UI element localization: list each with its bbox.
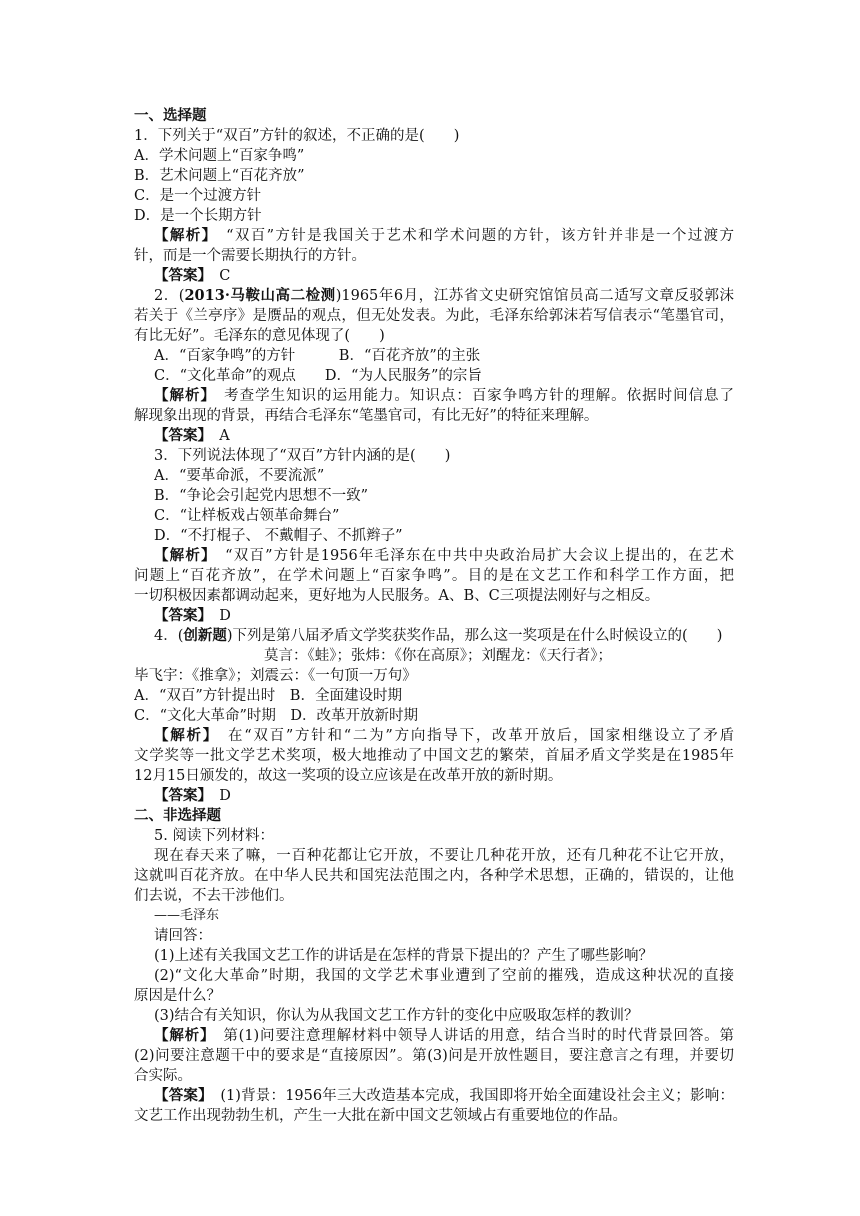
q1-answer: [154, 266, 754, 286]
q3-analysis-line2: 问题上“百花齐放”，在学术问题上“百家争鸣”。目的是在文艺工作和科学工作方面，把: [134, 568, 734, 584]
q4-source: 创新题: [183, 627, 227, 644]
q5-material-source: ——毛泽东: [154, 908, 220, 923]
q1-stem: 1．下列关于“双百”方针的叙述，不正确的是( ): [134, 128, 460, 144]
q1-analysis-line1: [154, 226, 734, 246]
q5-question-1: (1)上述有关我国文艺工作的讲话是在怎样的背景下提出的？产生了哪些影响？: [154, 948, 654, 964]
q5-question-2a: (2)“文化大革命”时期，我国的文学艺术事业遭到了空前的摧残，造成这种状况的直接: [154, 968, 734, 984]
q4-options-ab: A．“双百”方针提出时 B．全面建设时期: [134, 688, 402, 704]
q4-options-cd: C．“文化大革命”时期 D．改革开放新时期: [134, 708, 419, 724]
answer-value: D: [219, 608, 231, 624]
q4-answer: [154, 786, 754, 806]
q5-material-line1: 现在春天来了嘛，一百种花都让它开放，不要让几种花开放，还有几种花不让它开放，: [154, 848, 734, 864]
analysis-text: 第(1)问要注意理解材料中领导人讲话的用意，结合当时的时代背景回答。第: [223, 1028, 734, 1044]
answer-value: D: [219, 788, 231, 804]
q5-please-answer: 请回答：: [154, 928, 212, 944]
answer-label: 【答案】: [154, 267, 205, 284]
q5-answer-line2: 文艺工作出现勃勃生机，产生一大批在新中国文艺领域占有重要地位的作品。: [134, 1108, 627, 1124]
q2-options-ab: A．“百家争鸣”的方针 B．“百花齐放”的主张: [154, 348, 481, 364]
q4-analysis-line2: 文学奖等一批文学艺术奖项，极大地推动了中国文艺的繁荣，首届矛盾文学奖是在1985年: [134, 748, 734, 764]
q3-stem: 3．下列说法体现了“双百”方针内涵的是( ): [154, 448, 451, 464]
answer-label: 【答案】: [154, 427, 205, 444]
answer-label: 【答案】: [154, 1087, 206, 1104]
q3-option-b: B．“争论会引起党内思想不一致”: [154, 488, 368, 504]
section-title-choice: 一、选择题: [134, 107, 207, 124]
q4-works-line2: 毕飞宇：《推拿》；刘震云：《一句顶一万句》: [134, 668, 417, 684]
q1-option-d: D．是一个长期方针: [134, 208, 262, 224]
analysis-label: 【解析】: [154, 227, 211, 244]
analysis-label: 【解析】: [154, 547, 210, 564]
q3-option-c: C．“让样板戏占领革命舞台”: [154, 508, 340, 524]
q2-prefix: 2．(: [154, 288, 185, 304]
q5-analysis-line3: 合实际。: [134, 1068, 192, 1084]
q5-analysis-line1: [154, 1026, 734, 1046]
q3-analysis-line3: 一切积极因素都调动起来，更好地为人民服务。A、B、C三项提法刚好与之相反。: [134, 588, 660, 604]
q2-analysis-line1: [154, 386, 734, 406]
q2-analysis-line2: 解现象出现的背景，再结合毛泽东“笔墨官司，有比无好”的特征来理解。: [134, 408, 599, 424]
q5-analysis-line2: (2)问要注意题干中的要求是“直接原因”。第(3)问是开放性题目，要注意言之有理，并要切: [134, 1048, 734, 1064]
q3-option-a: A．“要革命派，不要流派”: [154, 468, 325, 484]
q2-stem-line1: [154, 286, 734, 306]
analysis-text: 在“双百”方针和“二为”方向指导下，改革开放后，国家相继设立了矛盾: [227, 728, 734, 744]
q5-answer-line1: [154, 1086, 734, 1106]
analysis-label: 【解析】: [154, 387, 209, 404]
analysis-text: “双百”方针是1956年毛泽东在中共中央政治局扩大会议上提出的，在艺术: [225, 548, 734, 564]
q4-stem: [154, 626, 754, 646]
q5-stem: 5. 阅读下列材料：: [154, 828, 274, 844]
q4-analysis-line1: [154, 726, 734, 746]
q1-analysis-line2: 针，而是一个需要长期执行的方针。: [134, 248, 366, 264]
q4-works-line1: 莫言：《蛙》；张炜：《你在高原》；刘醒龙：《天行者》；: [264, 648, 612, 664]
q5-question-3: (3)结合有关知识，你认为从我国文艺工作方针的变化中应吸取怎样的教训？: [154, 1008, 639, 1024]
answer-value: A: [219, 428, 230, 444]
q3-answer: [154, 606, 754, 626]
q5-question-2b: 原因是什么？: [134, 988, 221, 1004]
q4-stem-text: )下列是第八届矛盾文学奖获奖作品，那么这一奖项是在什么时候设立的( ): [226, 628, 723, 644]
analysis-label: 【解析】: [154, 1027, 209, 1044]
q1-option-b: B．艺术问题上“百花齐放”: [134, 168, 305, 184]
answer-label: 【答案】: [154, 607, 205, 624]
q5-material-line2: 这就叫百花齐放。在中华人民共和国宪法范围之内，各种学术思想，正确的，错误的，让他: [134, 868, 734, 884]
q2-options-cd: C．“文化革命”的观点 D．“为人民服务”的宗旨: [154, 368, 482, 384]
q3-analysis-line1: [154, 546, 734, 566]
q2-source: 2013·马鞍山高二检测: [184, 287, 336, 304]
q2-stem-line3: 有比无好”。毛泽东的意见体现了( ): [134, 328, 385, 344]
q3-option-d: D．“不打棍子、 不戴帽子、不抓辫子”: [154, 528, 403, 544]
answer-label: 【答案】: [154, 787, 205, 804]
analysis-text: 考查学生知识的运用能力。知识点：百家争鸣方针的理解。依据时间信息了: [224, 388, 734, 404]
q2-stem-line2: 若关于《兰亭序》是赝品的观点，但无处发表。为此，毛泽东给郭沫若写信表示“笔墨官司，: [134, 308, 734, 324]
analysis-label: 【解析】: [154, 727, 212, 744]
q1-option-c: C．是一个过渡方针: [134, 188, 262, 204]
section-title-nonchoice: 二、非选择题: [134, 807, 221, 824]
q5-material-line3: 们去说，不去干涉他们。: [134, 888, 294, 904]
q1-option-a: A．学术问题上“百家争鸣”: [134, 148, 305, 164]
q2-stem-text: )1965年6月，江苏省文史研究馆馆员高二适写文章反驳郭沫: [335, 288, 734, 304]
analysis-text: “双百”方针是我国关于艺术和学术问题的方针，该方针并非是一个过渡方: [226, 228, 734, 244]
answer-text: (1)背景：1956年三大改造基本完成，我国即将开始全面建设社会主义；影响：: [220, 1088, 734, 1104]
q2-answer: [154, 426, 754, 446]
answer-value: C: [219, 268, 231, 284]
q4-prefix: 4．(: [154, 628, 184, 644]
q4-analysis-line3: 12月15日颁发的，故这一奖项的设立应该是在改革开放的新时期。: [134, 768, 563, 784]
